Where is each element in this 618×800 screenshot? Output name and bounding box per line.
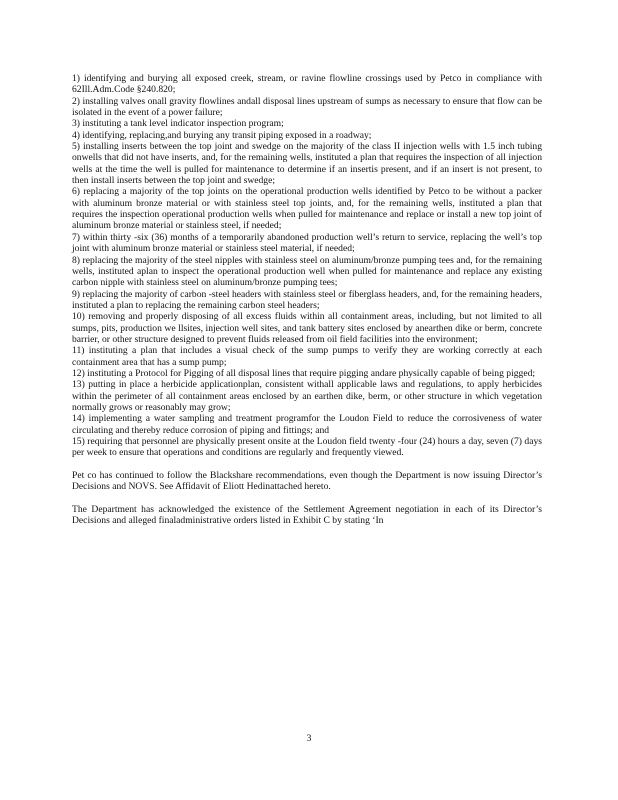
list-item: 12) instituting a Protocol for Pigging of all disposal lines that require pigging andare physically capable of being pigged; (72, 367, 536, 379)
list-item: 3) instituting a tank level indicator inspection program; (72, 118, 284, 130)
list-item: 9) replacing the majority of carbon -steel headers with stainless steel or fiberglass headers, and, for the remaining headers, instituted a plan to replacing the remaining carbon steel headers; (72, 288, 542, 311)
paragraph-spacer (72, 493, 542, 504)
list-item: 2) installing valves onall gravity flowlines andall disposal lines upstream of sumps as necessary to ensure that flow can be isolated in the event of a power failure; (72, 95, 542, 119)
list-item: 1) identifying and burying all exposed creek, stream, or ravine flowline crossings used by Petco in compliance with 62Ill.Adm.Code §240.820; (72, 73, 542, 96)
list-item: 10) removing and properly disposing of all excess fluids within all containment areas, including, but not limited to all sumps, pits, production we llsites, injection well sites, and tank battery sites enclosed by anearthen dike or berm, concrete barrier, or other structure designed to prevent fluids released from oil field facilities into the environment; (72, 311, 542, 345)
document-body (72, 73, 542, 527)
list-item: 15) requiring that personnel are physically present onsite at the Loudon field twenty -four (24) hours a day, seven (7) days per week to ensure that operations and conditions are regularly and frequently viewed. (72, 436, 542, 459)
list-item: 7) within thirty -six (36) months of a temporarily abandoned production well’s return to service, replacing the well’s top joint with aluminum bronze material or stainless steel material, if needed; (72, 231, 542, 255)
paragraph-spacer (72, 459, 542, 470)
list-item: 6) replacing a majority of the top joints on the operational production wells identified by Petco to be without a packer with aluminum bronze material or with stainless steel top joints, and, for the remaining wells, instituted a plan that requires the inspection operational production wells when pulled for maintenance and replace or install a new top joint of aluminum bronze material or stainless steel, if needed; (72, 186, 542, 232)
list-item: 4) identifying, replacing,and burying any transit piping exposed in a roadway; (72, 129, 372, 141)
list-item: 8) replacing the majority of the steel nipples with stainless steel on aluminum/bronze pumping tees and, for the remaining wells, instituted aplan to inspect the operational production well when pulled for maintenance and replace any existing carbon nipple with stainless steel on aluminum/bronze pumping tees; (72, 254, 542, 289)
list-item: 13) putting in place a herbicide applicationplan, consistent withall applicable laws and regulations, to apply herbicides within the perimeter of all containment areas enclosed by an earthen dike, berm, or other structure in which vegetation normally grows or reasonably may grow; (72, 379, 542, 413)
page-number: 3 (306, 733, 312, 744)
paragraph-petco-recommendations: Pet co has continued to follow the Blackshare recommendations, even though the Department is now issuing Director’s Decisions and NOVS. See Affidavit of Eliott Hedinattached hereto. (72, 470, 542, 493)
list-item: 14) implementing a water sampling and treatment programfor the Loudon Field to reduce the corrosiveness of water circulating and thereby reduce corrosion of piping and fittings; and (72, 413, 542, 436)
list-item: 11) instituting a plan that includes a visual check of the sump pumps to verify they are working correctly at each containment area that has a sump pump; (72, 345, 542, 368)
list-item: 5) installing inserts between the top joint and swedge on the majority of the class II injection wells with 1.5 inch tubing onwells that did not have inserts, and, for the remaining wells, instituted a plan that requires the inspection of all injection wells at the time the well is pulled for maintenance to determine if an insertis present, and if an insert is not present, to then install inserts between the top joint and swedge; (72, 141, 542, 187)
paragraph-department-acknowledgement: The Department has acknowledged the existence of the Settlement Agreement negotiation in each of its Director’s Decisions and alleged finaladministrative orders listed in Exhibit C by stating ‘In (72, 504, 542, 527)
